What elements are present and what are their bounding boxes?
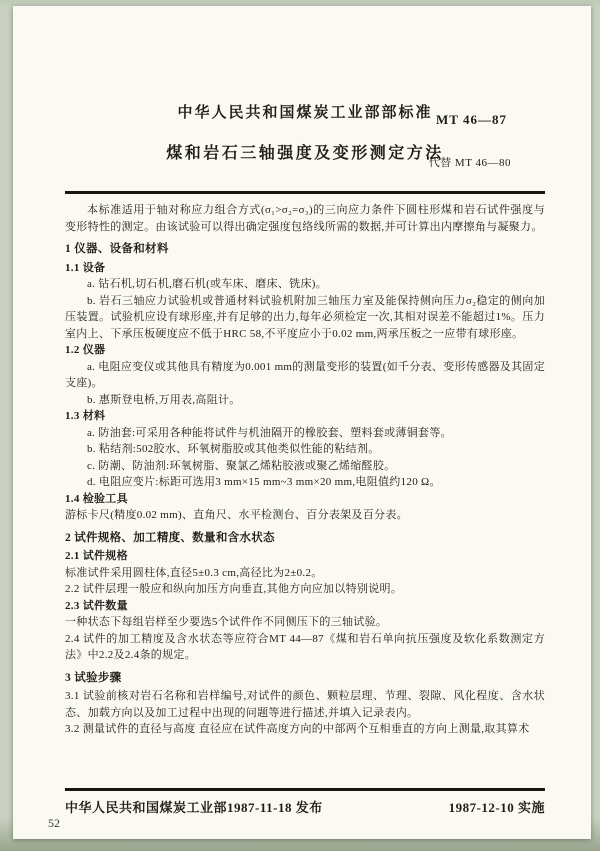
item-1-2-a: a. 电阻应变仪或其他具有精度为0.001 mm的测量变形的装置(如千分表、变形传感器及其固定支座)。 [65, 360, 545, 389]
section-1-heading: 1 仪器、设备和材料 [65, 243, 169, 255]
standard-org-title: 中华人民共和国煤炭工业部部标准 [177, 105, 433, 121]
document-body [65, 202, 545, 780]
issued-text: 中华人民共和国煤炭工业部1987-11-18 发布 [65, 800, 323, 815]
item-1-1-a: a. 钻石机,切石机,磨石机(或车床、磨床、铣床)。 [87, 278, 328, 290]
paragraph-tools: 游标卡尺(精度0.02 mm)、直角尺、水平检测台、百分表架及百分表。 [65, 509, 408, 521]
header-rule [65, 191, 545, 194]
paragraph-specimen-size: 标准试件采用圆柱体,直径5±0.3 cm,高径比为2±0.2。 [65, 566, 323, 579]
paragraph-3-2: 3.2 测量试件的直径与高度 直径应在试件高度方向的中部两个互相垂直的方向上测量,取其算术 [65, 723, 530, 735]
paragraph-2-4: 2.4 试件的加工精度及含水状态等应符合MT 44—87《煤和岩石单向抗压强度及软化系数测定方法》中2.2及2.4条的规定。 [65, 632, 545, 661]
page-number: 52 [48, 816, 60, 830]
document-page [13, 6, 591, 839]
subsection-1-4-heading: 1.4 检验工具 [65, 492, 128, 505]
subsection-1-3-heading: 1.3 材料 [65, 410, 106, 422]
document-footer [65, 788, 545, 816]
item-1-3-d: d. 电阻应变片:标距可选用3 mm×15 mm~3 mm×20 mm,电阻值约120 Ω。 [87, 476, 441, 488]
intro-paragraph: 本标准适用于轴对称应力组合方式(σ₁>σ₂=σ₃)的三向应力条件下圆柱形煤和岩石试件强度与变形特性的测定。由该试验可以得出确定强度包络线所需的数据,并可计算出内摩擦角与凝聚力。 [65, 204, 545, 233]
paragraph-specimen-count: 一种状态下每组岩样至少要选5个试件作不同侧压下的三轴试验。 [65, 616, 388, 628]
subsection-2-3-heading: 2.3 试件数量 [65, 599, 128, 612]
document-content [13, 103, 591, 780]
item-1-3-a: a. 防油套:可采用各种能将试件与机油隔开的橡胶套、塑料套或薄铜套等。 [87, 426, 452, 439]
section-2-heading: 2 试件规格、加工精度、数量和含水状态 [65, 531, 275, 544]
subsection-1-2-heading: 1.2 仪器 [65, 344, 106, 356]
replaces-note: 代替 MT 46—80 [428, 157, 511, 169]
item-1-2-b: b. 惠斯登电桥,万用表,高阻计。 [87, 393, 241, 406]
item-1-1-b: b. 岩石三轴应力试验机或普通材料试验机附加三轴压力室及能保持侧向压力σ₂稳定的侧向加压装置。试验机应设有球形座,并有足够的出力,每年必须检定一次,其相对误差不能超过1%。压力室内上、下承压板硬度应不低于HRC 58,不平度应小于0.02 mm,两承压板之一应带有球形座。 [65, 294, 545, 340]
item-1-3-c: c. 防潮、防油剂:环氧树脂、聚氯乙烯粘胶液或聚乙烯缩醛胶。 [87, 459, 396, 472]
item-1-3-b: b. 粘结剂:502胶水、环氧树脂胶或其他类似性能的粘结剂。 [87, 443, 380, 455]
section-3-heading: 3 试验步骤 [65, 671, 122, 684]
paragraph-3-1: 3.1 试验前核对岩石名称和岩样编号,对试件的颜色、颗粒层理、节理、裂隙、风化程度、含水状态、加载方向以及加工过程中出现的问题等进行描述,并填入记录表内。 [65, 690, 545, 719]
standard-code: MT 46—87 [436, 112, 507, 127]
footer-rule [65, 788, 545, 791]
subsection-2-1-heading: 2.1 试件规格 [65, 550, 128, 562]
document-title: 煤和岩石三轴强度及变形测定方法 [166, 145, 444, 162]
effective-text: 1987-12-10 实施 [448, 800, 545, 815]
paragraph-2-2: 2.2 试件层理一般应和纵向加压方向垂直,其他方向应加以特别说明。 [65, 583, 403, 595]
subsection-1-1-heading: 1.1 设备 [65, 261, 106, 274]
